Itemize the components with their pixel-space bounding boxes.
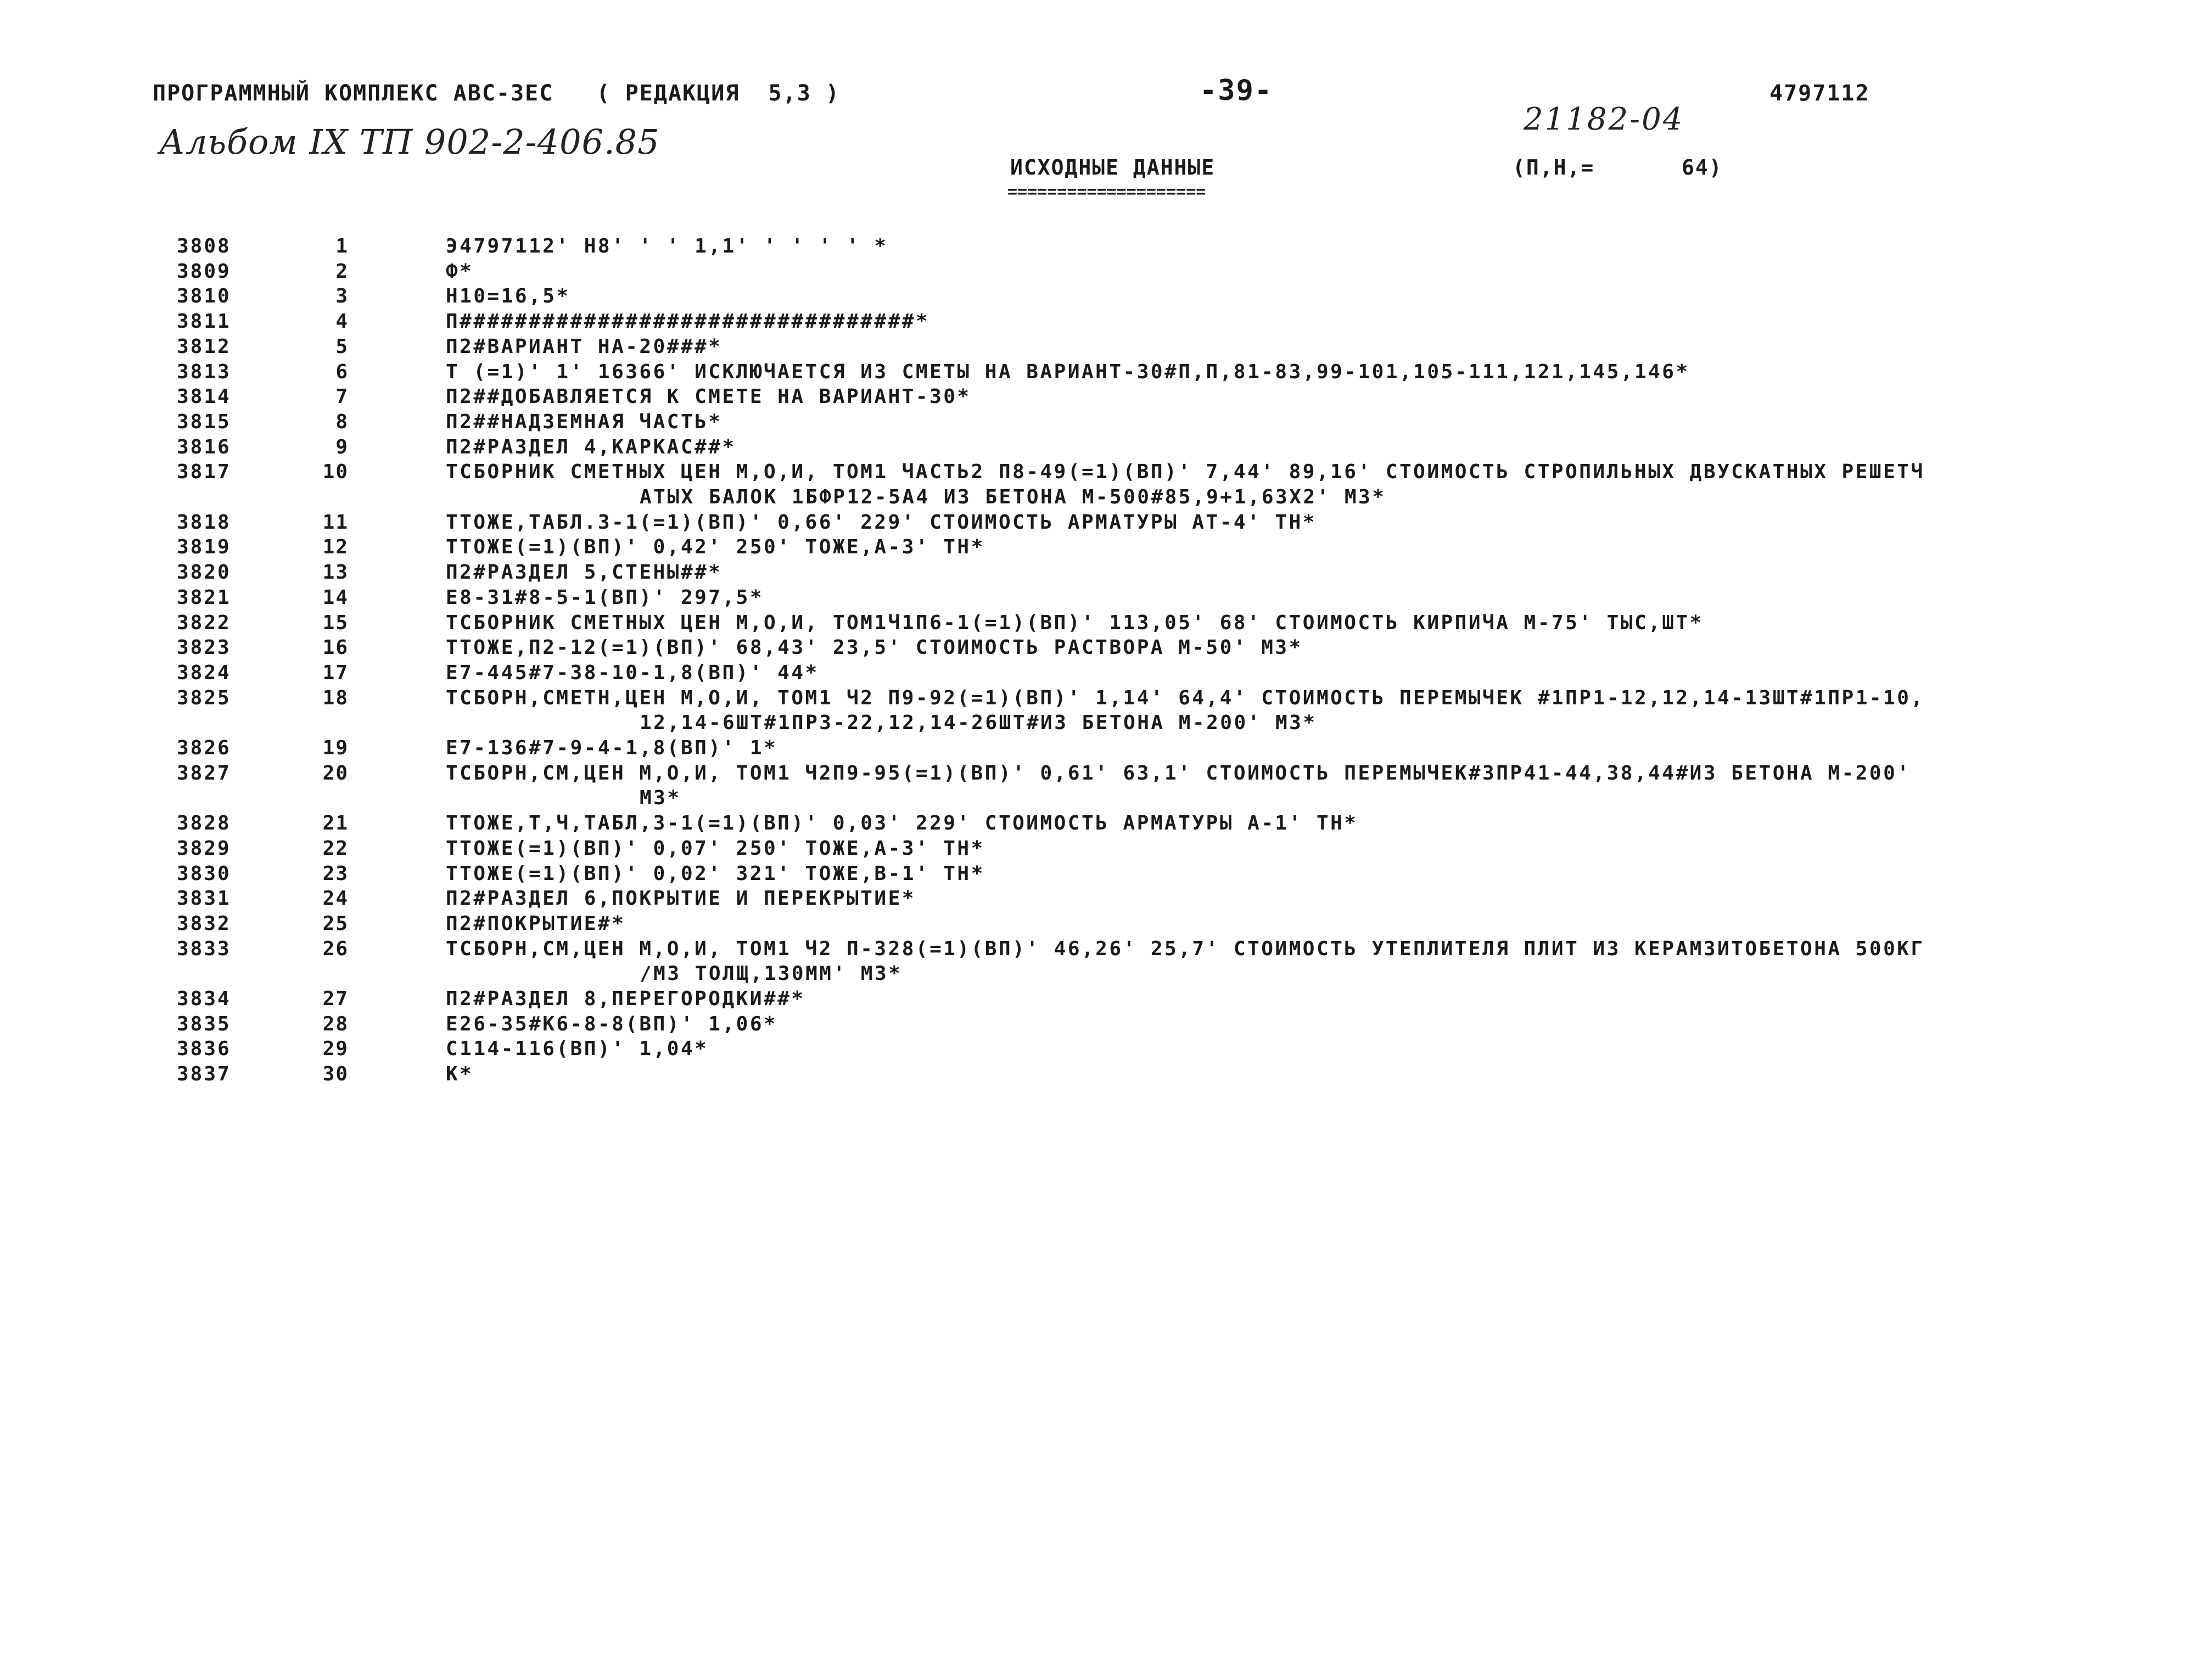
- line-number: 3819: [177, 536, 231, 559]
- sequence-number: 24: [322, 887, 349, 910]
- record-text: ТТОЖЕ,П2-12(=1)(ВП)' 68,43' 23,5' СТОИМОСТЬ РАСТВОРА М-50' М3*: [446, 636, 1303, 659]
- sequence-number: 15: [322, 611, 349, 634]
- sequence-number: 2: [335, 260, 349, 283]
- program-title: ПРОГРАММНЫЙ КОМПЛЕКС АВС-ЗЕС ( РЕДАКЦИЯ 5,3 ): [153, 81, 840, 106]
- page-number: -39-: [1200, 74, 1273, 107]
- record-continuation: АТЫХ БАЛОК 1БФР12-5А4 ИЗ БЕТОНА М-500#85,9+1,63Х2' М3*: [640, 486, 1386, 508]
- document-code: 4797112: [1769, 81, 1870, 106]
- handwritten-code: 21182-04: [1524, 102, 1684, 137]
- record-text: ТСБОРН,СМ,ЦЕН М,О,И, ТОМ1 Ч2 П-328(=1)(ВП)' 46,26' 25,7' СТОИМОСТЬ УТЕПЛИТЕЛЯ ПЛИТ ИЗ КЕРАМЗИТОБЕТОНА 500КГ: [446, 937, 1925, 960]
- sequence-number: 26: [322, 937, 349, 960]
- record-text: ТСБОРН,СМ,ЦЕН М,О,И, ТОМ1 Ч2П9-95(=1)(ВП)' 0,61' 63,1' СТОИМОСТЬ ПЕРЕМЫЧЕК#3ПР41-44,38,44#ИЗ БЕТОНА М-200': [446, 761, 1911, 785]
- record-text: Е26-35#К6-8-8(ВП)' 1,06*: [446, 1012, 778, 1035]
- record-continuation: 12,14-6ШТ#1ПР3-22,12,14-26ШТ#ИЗ БЕТОНА М-200' М3*: [640, 711, 1317, 735]
- line-number: 3824: [177, 661, 231, 684]
- sequence-number: 28: [322, 1012, 349, 1035]
- line-number: 3834: [177, 988, 231, 1010]
- record-text: Н10=16,5*: [446, 285, 570, 308]
- line-number: 3821: [177, 586, 231, 609]
- record-text: ТТОЖЕ(=1)(ВП)' 0,07' 250' ТОЖЕ,А-3' ТН*: [446, 837, 985, 860]
- line-number: 3815: [177, 410, 231, 433]
- line-number: 3810: [177, 285, 231, 308]
- record-text: П2#РАЗДЕЛ 4,КАРКАС##*: [446, 435, 736, 458]
- sequence-number: 14: [322, 586, 349, 609]
- record-text: К*: [446, 1063, 474, 1086]
- line-number: 3820: [177, 561, 231, 584]
- record-text: Ф*: [446, 260, 474, 283]
- line-number: 3836: [177, 1038, 231, 1061]
- line-number: 3818: [177, 511, 231, 534]
- record-text: С114-116(ВП)' 1,04*: [446, 1038, 709, 1061]
- record-text: ТТОЖЕ(=1)(ВП)' 0,42' 250' ТОЖЕ,А-3' ТН*: [446, 536, 985, 559]
- record-text: Т (=1)' 1' 16366' ИСКЛЮЧАЕТСЯ ИЗ СМЕТЫ НА ВАРИАНТ-30#П,П,81-83,99-101,105-111,121,145,146*: [446, 360, 1690, 383]
- record-text: П2#РАЗДЕЛ 5,СТЕНЫ##*: [446, 561, 723, 584]
- sequence-number: 30: [322, 1063, 349, 1086]
- record-text: П2##НАДЗЕМНАЯ ЧАСТЬ*: [446, 410, 723, 433]
- record-continuation: /М3 ТОЛЩ,130ММ' М3*: [640, 962, 903, 985]
- sequence-number: 29: [322, 1038, 349, 1061]
- line-number: 3812: [177, 335, 231, 358]
- sequence-number: 20: [322, 761, 349, 785]
- sequence-number: 22: [322, 837, 349, 860]
- record-text: П2#РАЗДЕЛ 8,ПЕРЕГОРОДКИ##*: [446, 988, 805, 1010]
- sequence-number: 19: [322, 737, 349, 759]
- record-text: Е7-136#7-9-4-1,8(ВП)' 1*: [446, 737, 778, 759]
- line-number: 3816: [177, 435, 231, 458]
- record-continuation: М3*: [640, 787, 681, 810]
- line-number: 3831: [177, 887, 231, 910]
- line-number: 3833: [177, 937, 231, 960]
- record-text: П2#ВАРИАНТ НА-20###*: [446, 335, 723, 358]
- line-number: 3826: [177, 737, 231, 759]
- line-number: 3809: [177, 260, 231, 283]
- sequence-number: 3: [335, 285, 349, 308]
- record-text: ТТОЖЕ(=1)(ВП)' 0,02' 321' ТОЖЕ,В-1' ТН*: [446, 862, 985, 885]
- sequence-number: 17: [322, 661, 349, 684]
- sequence-number: 6: [335, 360, 349, 383]
- sequence-number: 7: [335, 385, 349, 408]
- sequence-number: 1: [335, 235, 349, 257]
- record-text: П#################################*: [446, 310, 930, 333]
- params-label: (П,Н,=: [1513, 155, 1595, 180]
- section-title: ИСХОДНЫЕ ДАННЫЕ: [1010, 155, 1216, 180]
- line-number: 3832: [177, 912, 231, 935]
- line-number: 3835: [177, 1012, 231, 1035]
- sequence-number: 12: [322, 536, 349, 559]
- record-text: Е7-445#7-38-10-1,8(ВП)' 44*: [446, 661, 819, 684]
- sequence-number: 4: [335, 310, 349, 333]
- line-number: 3814: [177, 385, 231, 408]
- line-number: 3825: [177, 686, 231, 709]
- line-number: 3817: [177, 461, 231, 484]
- sequence-number: 11: [322, 511, 349, 534]
- record-text: Е8-31#8-5-1(ВП)' 297,5*: [446, 586, 764, 609]
- line-number: 3830: [177, 862, 231, 885]
- record-text: П2##ДОБАВЛЯЕТСЯ К СМЕТЕ НА ВАРИАНТ-30*: [446, 385, 971, 408]
- line-number: 3829: [177, 837, 231, 860]
- line-number: 3837: [177, 1063, 231, 1086]
- sequence-number: 21: [322, 812, 349, 835]
- record-text: Э4797112' Н8' ' ' 1,1' ' ' ' ' *: [446, 235, 888, 257]
- line-number: 3827: [177, 761, 231, 785]
- record-text: ТТОЖЕ,ТАБЛ.3-1(=1)(ВП)' 0,66' 229' СТОИМОСТЬ АРМАТУРЫ АТ-4' ТН*: [446, 511, 1317, 534]
- line-number: 3811: [177, 310, 231, 333]
- sequence-number: 23: [322, 862, 349, 885]
- params-value: 64): [1682, 155, 1723, 180]
- record-text: П2#ПОКРЫТИЕ#*: [446, 912, 626, 935]
- sequence-number: 8: [335, 410, 349, 433]
- line-number: 3808: [177, 235, 231, 257]
- sequence-number: 5: [335, 335, 349, 358]
- sequence-number: 13: [322, 561, 349, 584]
- line-number: 3823: [177, 636, 231, 659]
- record-text: ТСБОРН,СМЕТН,ЦЕН М,О,И, ТОМ1 Ч2 П9-92(=1)(ВП)' 1,14' 64,4' СТОИМОСТЬ ПЕРЕМЫЧЕК #1ПР1-12,12,14-13ШТ#1ПР1-10,: [446, 686, 1925, 709]
- line-number: 3828: [177, 812, 231, 835]
- sequence-number: 9: [335, 435, 349, 458]
- sequence-number: 16: [322, 636, 349, 659]
- sequence-number: 25: [322, 912, 349, 935]
- handwritten-album-note: Альбом IX ТП 902-2-406.85: [159, 122, 660, 162]
- record-text: П2#РАЗДЕЛ 6,ПОКРЫТИЕ И ПЕРЕКРЫТИЕ*: [446, 887, 916, 910]
- record-text: ТСБОРНИК СМЕТНЫХ ЦЕН М,О,И, ТОМ1Ч1П6-1(=1)(ВП)' 113,05' 68' СТОИМОСТЬ КИРПИЧА М-75' ТЫС,ШТ*: [446, 611, 1704, 634]
- sequence-number: 10: [322, 461, 349, 484]
- line-number: 3813: [177, 360, 231, 383]
- sequence-number: 18: [322, 686, 349, 709]
- section-underline: ====================: [1007, 182, 1206, 201]
- record-text: ТСБОРНИК СМЕТНЫХ ЦЕН М,О,И, ТОМ1 ЧАСТЬ2 П8-49(=1)(ВП)' 7,44' 89,16' СТОИМОСТЬ СТРОПИЛЬНЫХ ДВУСКАТНЫХ РЕШЕТЧ: [446, 461, 1925, 484]
- record-text: ТТОЖЕ,Т,Ч,ТАБЛ,3-1(=1)(ВП)' 0,03' 229' СТОИМОСТЬ АРМАТУРЫ А-1' ТН*: [446, 812, 1358, 835]
- line-number: 3822: [177, 611, 231, 634]
- sequence-number: 27: [322, 988, 349, 1010]
